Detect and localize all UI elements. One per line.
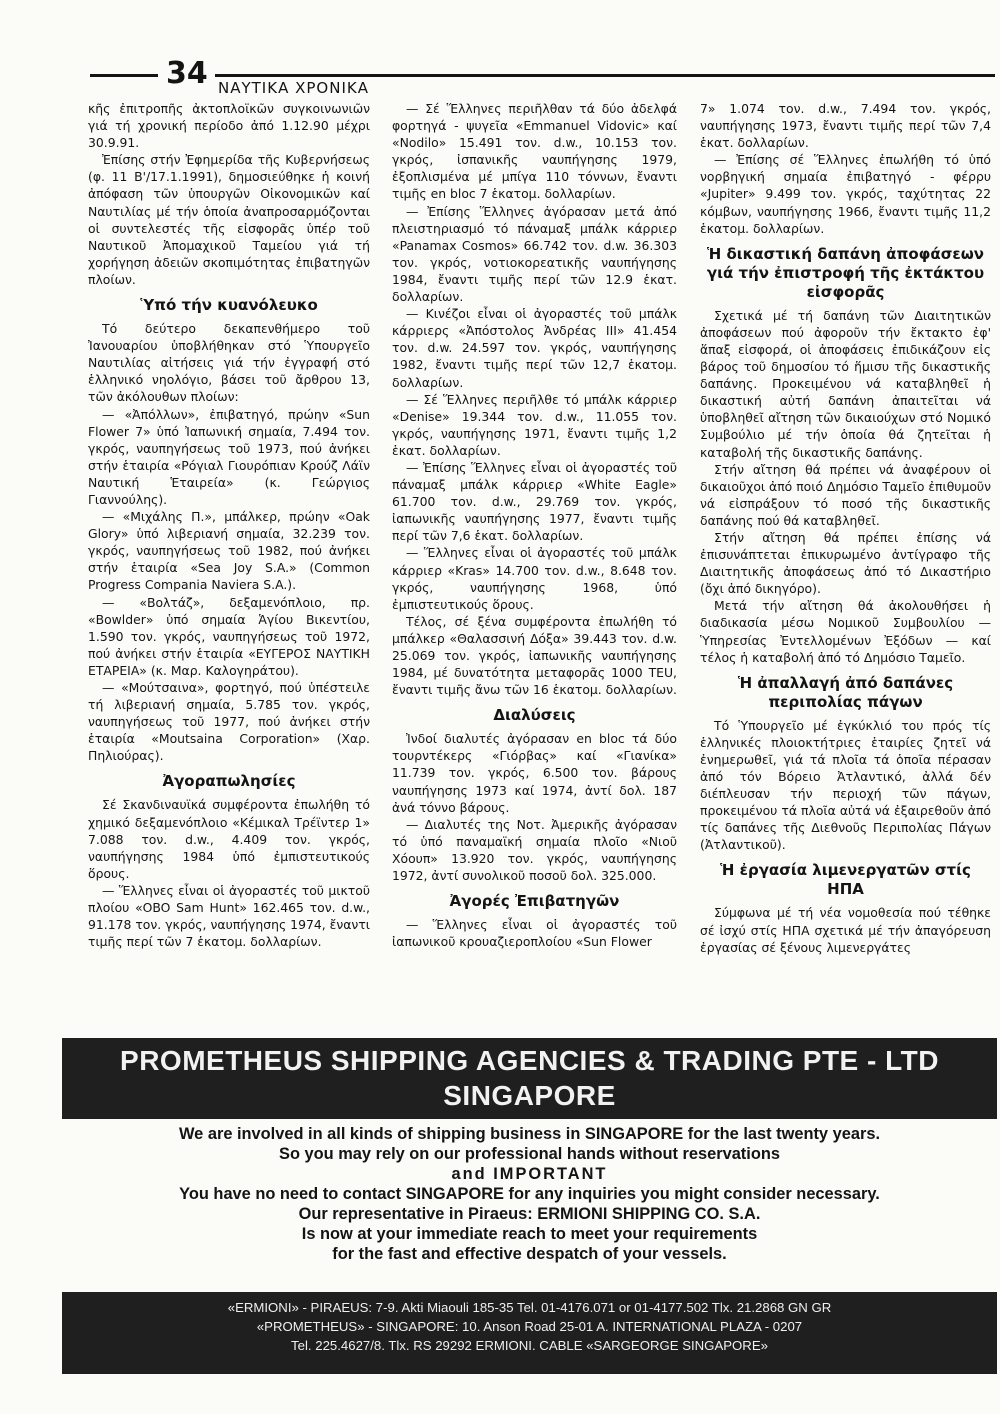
paragraph: — Διαλυτές της Νοτ. Ἀμερικῆς ἀγόρασαν τό ὑπό παναμαϊκή σημαία πλοῖο «Νιοῦ Χόουπ» 13.920 τον. γκρός, ναυπήγησης 1972, ἀντί συνολικοῦ ποσοῦ δολ. 325.000. — [392, 816, 677, 884]
paragraph: Στήν αἴτηση θά πρέπει νά ἀναφέρουν οἱ δικαιοῦχοι ἀπό ποιό Δημόσιο Ταμεῖο ἐπιθυμοῦν νά εἰσπράξουν τό ποσό τῆς δικαστικῆς δαπάνης πού θά καταβληθεῖ. — [700, 461, 991, 528]
paragraph: 7» 1.074 τον. d.w., 7.494 τον. γκρός, ναυπήγησης 1973, ἔναντι τιμῆς περί τῶν 7,4 ἑκατ. δολλαρίων. — [700, 101, 991, 151]
paragraph: Ἐπίσης στήν Ἐφημερίδα τῆς Κυβερνήσεως (φ. 11 Β'/17.1.1991), δημοσιεύθηκε ἡ κοινή ἀπόφαση τῶν ὑπουργῶν Οἰκονομικῶν καί Ναυτιλίας μέ τήν ὁποία ἀναπροσαρμόζονται οἱ συντελεστές τῆς εἰσφορᾶς ὑπέρ τοῦ Ναυτικοῦ Ἀπομαχικοῦ Ταμείου γιά τή χορήγηση ἀδειῶν σκοπιμότητας ἐπιβατηγῶν πλοίων. — [88, 152, 370, 287]
paragraph: Τό δεύτερο δεκαπενθήμερο τοῦ Ἰανουαρίου ὑποβλήθηκαν στό Ὑπουργεῖο Ναυτιλίας αἰτήσεις γιά τήν ἐγγραφή στό ἑλληνικό νηολόγιο, βάσει τοῦ ἄρθρου 13, τῶν ἀκόλουθων πλοίων: — [88, 321, 370, 405]
paragraph: — Σέ Ἕλληνες περιῆλθε τό μπάλκ κάρριερ «Denise» 19.344 τον. d.w., 11.055 τον. γκρός, ναυπήγησης 1971, ἔναντι τιμῆς 1,2 ἑκατ. δολλαρίων. — [392, 391, 677, 458]
ad-line: Our representative in Piraeus: ERMIONI SHIPPING CO. S.A. — [298, 1205, 761, 1223]
paragraph: Στήν αἴτηση θά πρέπει ἐπίσης νά ἐπισυνάπτεται ἐπικυρωμένο ἀντίγραφο τῆς Διαιτητικῆς ἀποφάσεως ἀπό τό Δικαστήριο (ὄχι ἀπό δικηγόρο). — [700, 529, 991, 597]
paragraph: — Ἐπίσης σέ Ἕλληνες ἐπωλήθη τό ὑπό νορβηγική σημαία ἐπιβατηγό - φέρρυ «Jupiter» 9.499 τον. γκρός, ταχύτητας 22 κόμβων, ναυπήγησης 1966, ἔναντι τιμῆς 11,2 ἑκατομ. δολλαρίων. — [700, 152, 991, 236]
ad-line: We are involved in all kinds of shipping business in SINGAPORE for the last twenty years. — [178, 1125, 880, 1143]
paragraph: — Ἕλληνες εἶναι οἱ ἀγοραστές τοῦ ἰαπωνικοῦ κρουαζιεροπλοίου «Sun Flower — [392, 917, 677, 950]
ad-company-name: PROMETHEUS SHIPPING AGENCIES & TRADING PTE - LTD — [120, 1045, 939, 1076]
paragraph: Σχετικά μέ τή δαπάνη τῶν Διαιτητικῶν ἀποφάσεων πού ἀφοροῦν τήν ἔκτακτο ἐφ' ἅπαξ εἰσφορά, οἱ ἀποφάσεις ἐπιδικάζουν εἰς βάρος τοῦ δημοσίου τό ἥμισυ τῆς δικαστικῆς δαπάνης. Προκειμένου νά καταβληθεῖ ἡ δικαστική αὐτή δαπάνη ἀπαιτεῖται νά ὑποβληθεῖ αἴτηση τῶν δικαιούχων στό Νομικό Συμβούλιο μέ τήν ὁποία θά ζητεῖται ἡ καταβολή τῆς δικαστικῆς δαπάνης. — [700, 307, 991, 460]
paragraph: — Ἕλληνες εἶναι οἱ ἀγοραστές τοῦ μπάλκ κάρριερ «Kras» 14.700 τον. d.w., 8.648 τον. γκρός, ναυπήγησης 1968, ὑπό ἐμπιστευτικούς ὅρους. — [392, 545, 677, 612]
header-rule-left — [90, 74, 158, 77]
paragraph: — Ἐπίσης Ἕλληνες εἶναι οἱ ἀγοραστές τοῦ πάναμαξ μπάλκ κάρριερ «White Eagle» 61.700 τον. d.w., 29.769 τον. γκρός, ἰαπωνικῆς ναυπήγησης 1977, ἔναντι τιμῆς περί τῶν 7,6 ἑκατ. δολλαρίων. — [392, 459, 677, 544]
page-number: 34 — [166, 56, 208, 91]
paragraph: — Κινέζοι εἶναι οἱ ἀγοραστές τοῦ μπάλκ κάρριερς «Ἀπόστολος Ἀνδρέας ΙΙΙ» 41.454 τον. d.w. 24.597 τον. γκρός, ναυπήγησης 1982, ἔναντι τιμῆς περί τῶν 12,7 ἑκατομ. δολλαρίων. — [392, 306, 677, 390]
section-heading: Ἀγορές Ἐπιβατηγῶν — [449, 892, 620, 911]
ad-contact-line: «ERMIONI» - PIRAEUS: 7-9. Akti Miaouli 185-35 Tel. 01-4176.071 or 01-4177.502 Tlx. 21.2868 GN GR — [227, 1300, 832, 1315]
paragraph: Ἰνδοί διαλυτές ἀγόρασαν en bloc τά δύο τουρντέκερς «Γιόρβας» καί «Γιανίκα» 11.739 τον. γκρός, 6.500 τον. βάρους ναυπήγησης 1973 καί 1974, ἀντί δολ. 187 ἀνά τόννο βάρους. — [392, 731, 677, 815]
paragraph: — Ἕλληνες εἶναι οἱ ἀγοραστές τοῦ μικτοῦ πλοίου «OBO Sam Hunt» 162.465 τον. d.w., 91.178 τον. γκρός, ναυπήγησης 1974, ἔναντι τιμῆς περί τῶν 7 ἑκατομ. δολλαρίων. — [88, 882, 370, 950]
ad-line: You have no need to contact SINGAPORE for any inquiries you might consider necessary. — [179, 1185, 880, 1203]
column-2 — [392, 100, 677, 950]
paragraph: — «Ἀπόλλων», ἐπιβατηγό, πρώην «Sun Flower 7» ὑπό Ἰαπωνική σημαία, 7.494 τον. γκρός, ναυπηγήσεως τοῦ 1973, πού ἀνήκει στήν ἑταιρία «Ρόγιαλ Γιουρόπιαν Κρούζ Λάϊν Ναυτική Ἑταιρεία» (κ. Γεώργιος Γιαννούλης). — [88, 406, 370, 507]
section-heading: Διαλύσεις — [493, 706, 576, 725]
paragraph: — Σέ Ἕλληνες περιῆλθαν τά δύο ἀδελφά φορτηγά - ψυγεῖα «Emmanuel Vidovic» καί «Nodilo» 15.491 τον. d.w., 10.153 τον. γκρός, ἰσπανικῆς ναυπήγησης 1979, ἐξοπλισμένα μέ μπίγα 110 τόννων, ἔναντι τιμῆς en bloc 7 ἑκατομ. δολλαρίων. — [392, 101, 677, 202]
section-heading: Ἡ δικαστική δαπάνη ἀποφάσεων γιά τήν ἐπιστροφή τῆς ἐκτάκτου εἰσφορᾶς — [706, 244, 985, 301]
column-3 — [700, 100, 991, 956]
paragraph: Σύμφωνα μέ τή νέα νομοθεσία πού τέθηκε σέ ἰσχύ στίς ΗΠΑ σχετικά μέ τήν ἀπαγόρευση ἐργασίας σέ ξένους λιμενεργάτες — [700, 905, 991, 955]
ad-body — [62, 1124, 997, 1264]
ad-contact-footer — [62, 1292, 997, 1374]
ad-company-location: SINGAPORE — [443, 1080, 616, 1111]
paragraph: — Ἐπίσης Ἕλληνες ἀγόρασαν μετά ἀπό πλειστηριασμό τό πάναμαξ μπάλκ κάρριερ «Panamax Cosmos» 66.742 τον. d.w. 36.303 τον. γκρός, νοτιοκορεατικῆς ναυπήγησης 1984, ἔναντι τιμῆς περί τῶν 12.9 ἑκατ. δολλαρίων. — [392, 203, 677, 305]
header-rule-right — [215, 74, 995, 77]
ad-line: Is now at your immediate reach to meet your requirements — [301, 1225, 758, 1243]
section-heading: Ἀγοραπωλησίες — [162, 772, 296, 791]
paragraph: Τέλος, σέ ξένα συμφέροντα ἐπωλήθη τό μπάλκερ «Θαλασσινή Δόξα» 39.443 τον. d.w. 25.069 τον. γκρός, ἰαπωνικῆς ναυπήγησης 1984, μέ δυνατότητα μεταφορᾶς 1000 TEU, ἔναντι τιμῆς ἄνω τῶν 16 ἑκατομ. δολλαρίων. — [392, 613, 677, 698]
paragraph: Σέ Σκανδιναυϊκά συμφέροντα ἐπωλήθη τό χημικό δεξαμενόπλοιο «Κέμικαλ Τρέϊντερ 1» 7.088 τον. d.w., 4.409 τον. γκρός, ναυπήγησης 1984 ὑπό ἐμπιστευτικούς ὅρους. — [88, 797, 370, 881]
ad-line: for the fast and effective despatch of your vessels. — [332, 1245, 727, 1263]
column-1 — [88, 100, 370, 950]
paragraph: Μετά τήν αἴτηση θά ἀκολουθήσει ἡ διαδικασία μέσω Νομικοῦ Συμβουλίου — Ὑπηρεσίας Ἐντελλομένων Ἐξόδων — καί τέλος ἡ καταβολή ἀπό τό Δημόσιο Ταμεῖο. — [700, 598, 991, 665]
paragraph: — «Μιχάλης Π.», μπάλκερ, πρώην «Oak Glory» ὑπό λιβεριανή σημαία, 32.239 τον. γκρός, ναυπηγήσεως τοῦ 1982, πού ἀνήκει στήν ἑταιρία «Sea Joy S.A.» (Common Progress Compania Naviera S.A.). — [88, 509, 370, 593]
paragraph: κῆς ἐπιτροπῆς ἀκτοπλοϊκῶν συγκοινωνιῶν γιά τή χρονική περίοδο ἀπό 1.12.90 μέχρι 30.9.91. — [88, 101, 370, 151]
paragraph: Τό Ὑπουργεῖο μέ ἐγκύκλιό του πρός τίς ἑλληνικές πλοιοκτήτριες ἑταιρίες ζητεῖ νά ἐνημερωθεῖ, γιά τά πλοῖα τά ὁποῖα πέρασαν ἀπό τόν Βόρειο Ἀτλαντικό, ἀλλά δέν διέπλευσαν τήν περιοχή τῶν πάγων, προκειμένου τά πλοῖα αὐτά νά ἐξαιρεθοῦν ἀπό τίς δαπάνες τῆς Διεθνοῦς Περιπολίας Πάγων (Ἀτλαντικοῦ). — [700, 717, 991, 853]
ad-contact-line: «PROMETHEUS» - SINGAPORE: 10. Anson Road 25-01 A. INTERNATIONAL PLAZA - 0207 — [256, 1319, 803, 1334]
section-heading: Ὑπό τήν κυανόλευκο — [140, 296, 318, 315]
magazine-name: ΝΑΥΤΙΚΑ ΧΡΟΝΙΚΑ — [218, 79, 369, 97]
ad-line: So you may rely on our professional hands without reservations — [279, 1145, 780, 1163]
paragraph: — «Μούτσαινα», φορτηγό, πού ὑπέστειλε τή λιβεριανή σημαία, 5.785 τον. γκρός, ναυπηγήσεως τοῦ 1977, πού ἀνήκει στήν ἑταιρία «Moutsaina Corporation» (Χαρ. Πηλιούρας). — [88, 680, 370, 764]
section-heading: Ἡ ἀπαλλαγή ἀπό δαπάνες περιπολίας πάγων — [737, 673, 954, 711]
paragraph: — «Βολτάζ», δεξαμενόπλοιο, πρ. «Bowlder» ὑπό σημαία Ἁγίου Βικεντίου, 1.590 τον. γκρός, ναυπηγήσεως τοῦ 1972, πού ἀνήκει στήν ἑταιρία «ΕΥΓΕΡΟΣ ΝΑΥΤΙΚΗ ΕΤΑΡΕΙΑ» (κ. Μαρ. Καλογηράτου). — [88, 594, 370, 678]
section-heading: Ἡ ἐργασία λιμενεργατῶν στίς ΗΠΑ — [720, 861, 971, 899]
ad-banner — [62, 1038, 997, 1119]
ad-line: and IMPORTANT — [451, 1165, 608, 1183]
ad-contact-line: Tel. 225.4627/8. Tlx. RS 29292 ERMIONI. CABLE «SARGEORGE SINGAPORE» — [291, 1338, 768, 1353]
